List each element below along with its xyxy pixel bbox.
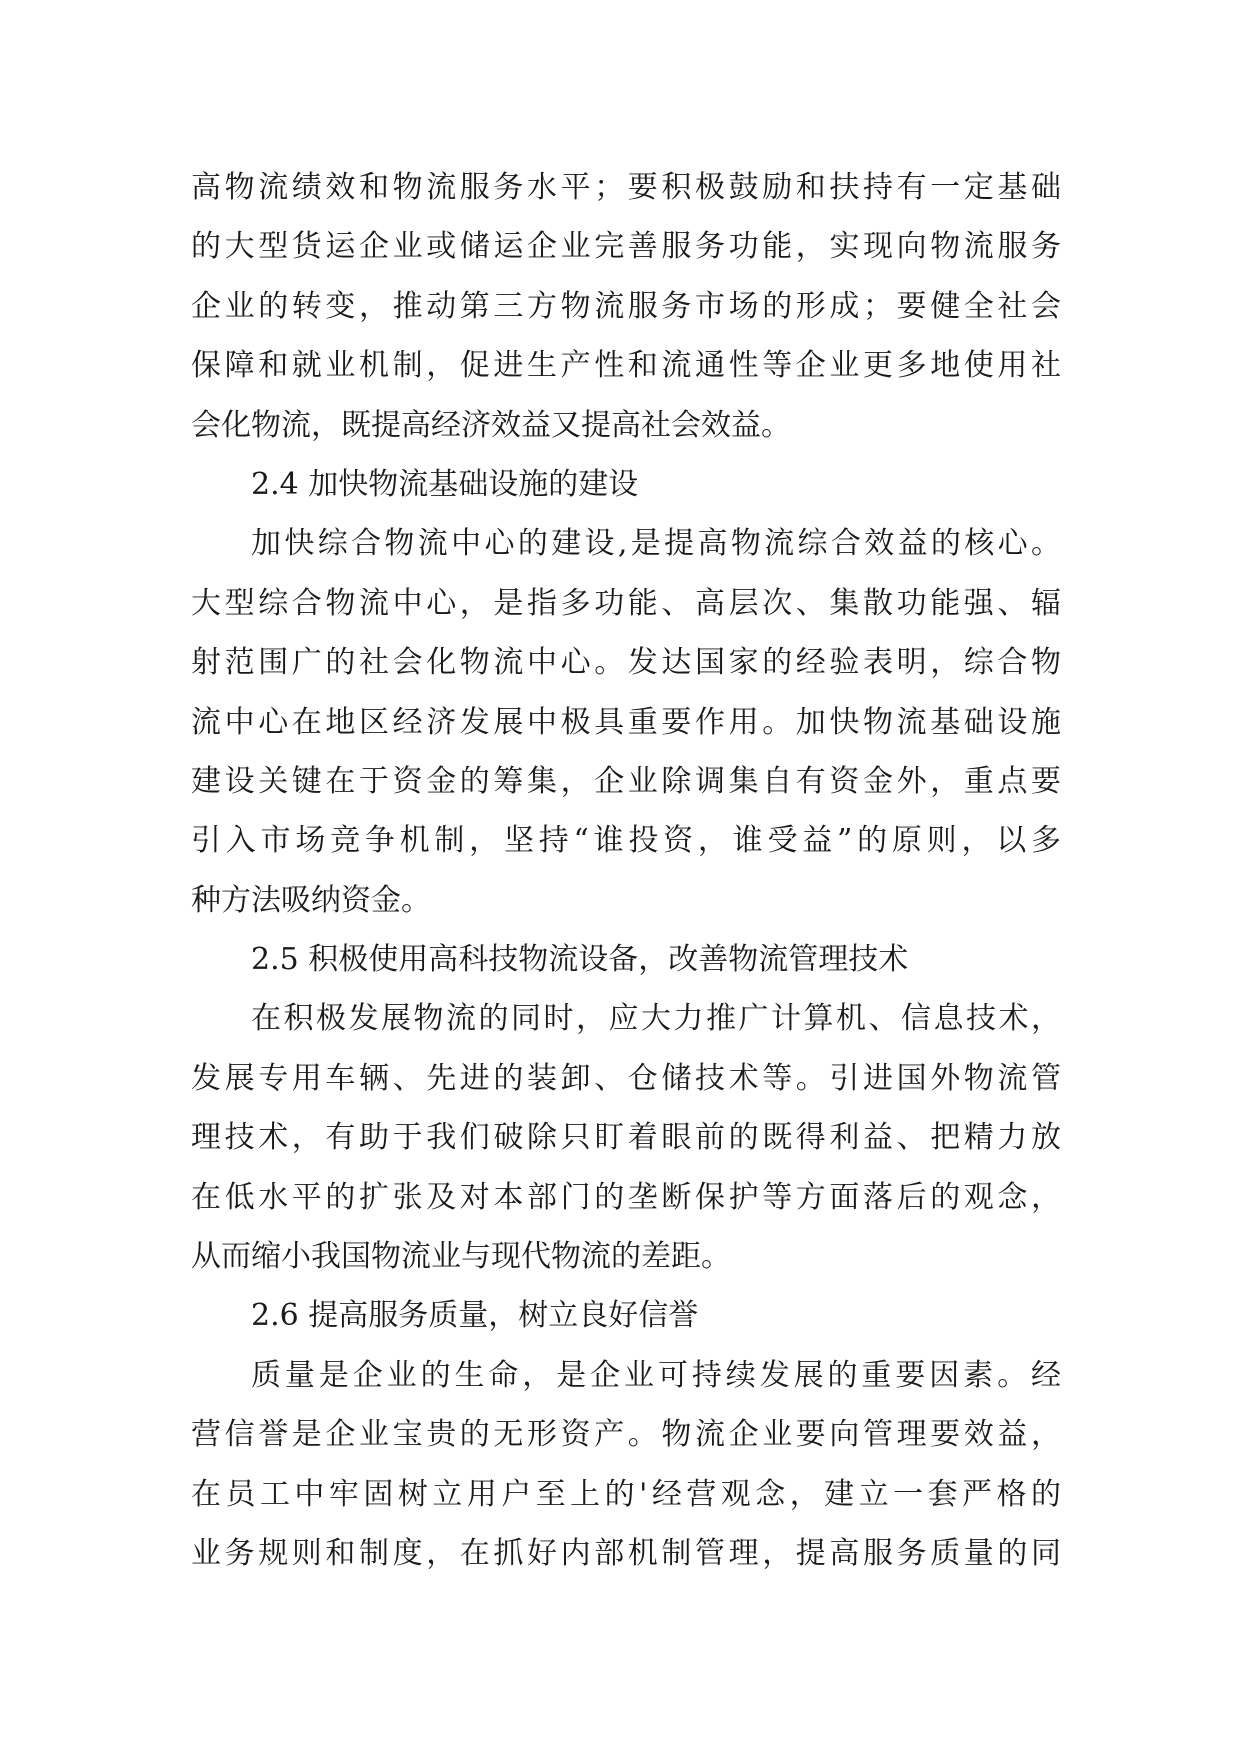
paragraph-line: 引入市场竞争机制，坚持“谁投资，谁受益”的原则，以多 <box>191 823 1061 859</box>
paragraph-line: 发展专用车辆、先进的装卸、仓储技术等。引进国外物流管 <box>191 1060 1061 1096</box>
paragraph-line: 在员工中牢固树立用户至上的'经营观念，建立一套严格的 <box>191 1476 1061 1512</box>
paragraph-line: 从而缩小我国物流业与现代物流的差距。 <box>191 1239 731 1275</box>
paragraph-line: 加快综合物流中心的建设,是提高物流综合效益的核心。 <box>251 526 1061 562</box>
section-heading: 2.5 积极使用高科技物流设备，改善物流管理技术 <box>251 942 909 978</box>
paragraph-line: 理技术，有助于我们破除只盯着眼前的既得利益、把精力放 <box>191 1120 1061 1156</box>
paragraph-line: 会化物流，既提高经济效益又提高社会效益。 <box>191 407 791 443</box>
paragraph-line: 在低水平的扩张及对本部门的垄断保护等方面落后的观念， <box>191 1179 1061 1215</box>
paragraph-line: 高物流绩效和物流服务水平；要积极鼓励和扶持有一定基础 <box>191 170 1061 205</box>
paragraph-line: 业务规则和制度，在抓好内部机制管理，提高服务质量的同 <box>191 1535 1061 1571</box>
section-heading: 2.6 提高服务质量，树立良好信誉 <box>251 1298 699 1334</box>
paragraph-line: 在积极发展物流的同时，应大力推广计算机、信息技术， <box>251 1001 1061 1037</box>
paragraph-line: 质量是企业的生命，是企业可持续发展的重要因素。经 <box>251 1357 1061 1393</box>
document-body <box>191 158 1061 1583</box>
paragraph-line: 大型综合物流中心，是指多功能、高层次、集散功能强、辐 <box>191 585 1061 621</box>
paragraph-line: 流中心在地区经济发展中极具重要作用。加快物流基础设施 <box>191 704 1061 740</box>
section-heading: 2.4 加快物流基础设施的建设 <box>251 466 639 502</box>
paragraph-line: 种方法吸纳资金。 <box>191 882 431 918</box>
paragraph-line: 建设关键在于资金的筹集，企业除调集自有资金外，重点要 <box>191 763 1061 799</box>
paragraph-line: 企业的转变，推动第三方物流服务市场的形成；要健全社会 <box>191 288 1061 324</box>
paragraph-line: 保障和就业机制，促进生产性和流通性等企业更多地使用社 <box>191 348 1061 384</box>
paragraph-line: 营信誉是企业宝贵的无形资产。物流企业要向管理要效益， <box>191 1417 1061 1453</box>
paragraph-line: 射范围广的社会化物流中心。发达国家的经验表明，综合物 <box>191 645 1061 681</box>
paragraph-line: 的大型货运企业或储运企业完善服务功能，实现向物流服务 <box>191 229 1061 265</box>
